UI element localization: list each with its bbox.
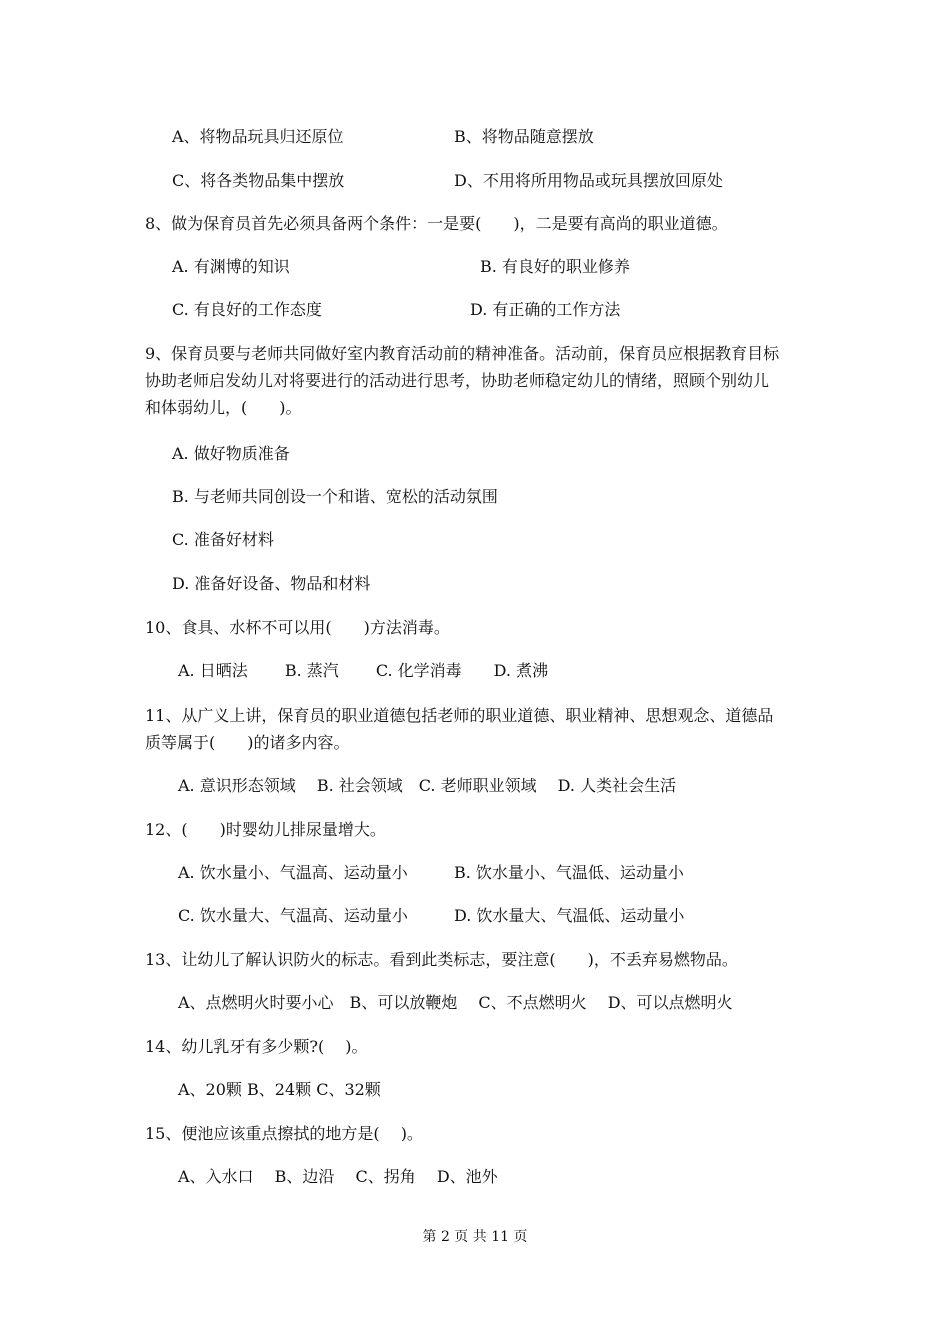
q12-option-a: A. 饮水量小、气温高、运动量小 <box>178 863 408 882</box>
q12-option-d: D. 饮水量大、气温低、运动量小 <box>454 906 685 925</box>
q7-option-b: B、将物品随意摆放 <box>454 127 594 146</box>
q8-option-c: C. 有良好的工作态度 <box>172 300 322 319</box>
q14-options: A、20颗 B、24颗 C、32颗 <box>178 1080 381 1099</box>
q9-stem-line-1: 9、保育员要与老师共同做好室内教育活动前的精神准备。活动前，保育员应根据教育目标 <box>145 344 780 363</box>
q9-stem-line-3: 和体弱幼儿，( )。 <box>145 398 302 417</box>
q8-stem: 8、做为保育员首先必须具备两个条件：一是要( )，二是要有高尚的职业道德。 <box>145 214 728 233</box>
q9-option-a: A. 做好物质准备 <box>172 444 290 463</box>
q11-stem-line-1: 11、从广义上讲，保育员的职业道德包括老师的职业道德、职业精神、思想观念、道德品 <box>145 706 774 725</box>
q11-options: A. 意识形态领域 B. 社会领域 C. 老师职业领域 D. 人类社会生活 <box>178 776 677 795</box>
q13-options: A、点燃明火时要小心 B、可以放鞭炮 C、不点燃明火 D、可以点燃明火 <box>178 993 733 1012</box>
q9-stem-line-2: 协助老师启发幼儿对将要进行的活动进行思考，协助老师稳定幼儿的情绪，照顾个别幼儿 <box>145 371 770 390</box>
q15-options: A、入水口 B、边沿 C、拐角 D、池外 <box>178 1167 498 1186</box>
page-number: 第 2 页 共 11 页 <box>422 1229 528 1245</box>
q7-option-d: D、不用将所用物品或玩具摆放回原处 <box>454 171 723 190</box>
q12-option-c: C. 饮水量大、气温高、运动量小 <box>178 906 408 925</box>
q9-option-c: C. 准备好材料 <box>172 530 274 549</box>
q8-option-d: D. 有正确的工作方法 <box>470 300 621 319</box>
q10-options: A. 日晒法 B. 蒸汽 C. 化学消毒 D. 煮沸 <box>178 661 549 680</box>
q12-stem: 12、( )时婴幼儿排尿量增大。 <box>145 820 386 839</box>
q12-option-b: B. 饮水量小、气温低、运动量小 <box>454 863 684 882</box>
q8-option-a: A. 有渊博的知识 <box>172 257 290 276</box>
q8-option-b: B. 有良好的职业修养 <box>480 257 630 276</box>
q9-option-d: D. 准备好设备、物品和材料 <box>172 574 371 593</box>
q7-option-a: A、将物品玩具归还原位 <box>172 127 344 146</box>
q10-stem: 10、食具、水杯不可以用( )方法消毒。 <box>145 618 450 637</box>
q9-option-b: B. 与老师共同创设一个和谐、宽松的活动氛围 <box>172 487 498 506</box>
q14-stem: 14、幼儿乳牙有多少颗?( )。 <box>145 1037 368 1056</box>
q13-stem: 13、让幼儿了解认识防火的标志。看到此类标志，要注意( )，不丢弃易燃物品。 <box>145 950 738 969</box>
q7-option-c: C、将各类物品集中摆放 <box>172 171 345 190</box>
q15-stem: 15、便池应该重点擦拭的地方是( )。 <box>145 1124 423 1143</box>
q11-stem-line-2: 质等属于( )的诸多内容。 <box>145 733 350 752</box>
